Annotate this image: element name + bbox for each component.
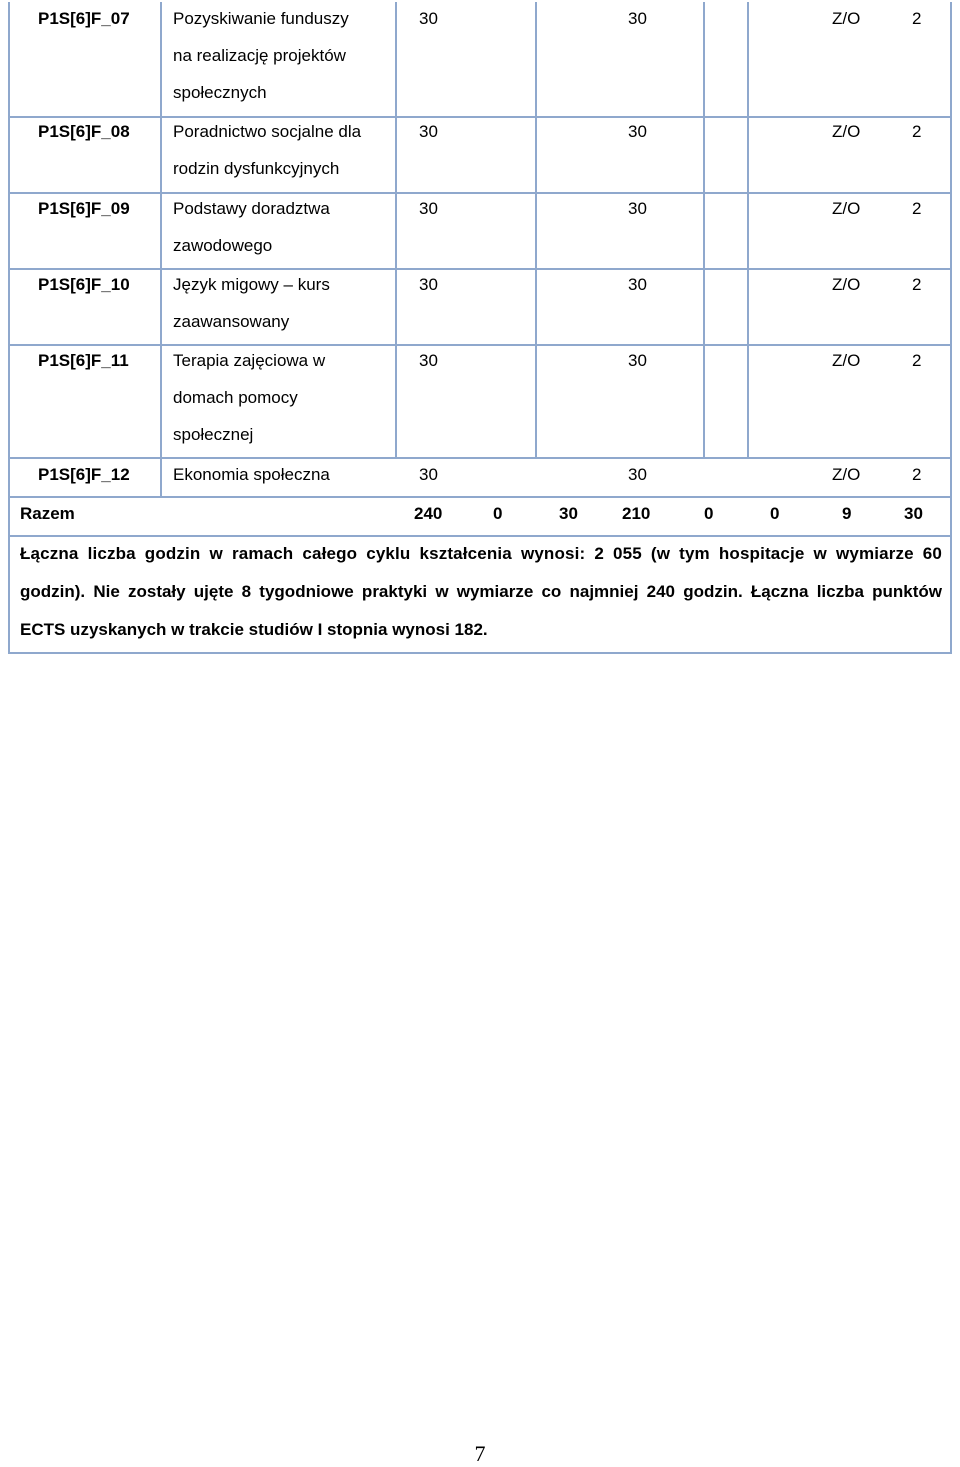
ects-cell: 2 (912, 122, 922, 141)
course-name-line: rodzin dysfunkcyjnych (173, 159, 340, 178)
course-code: P1S[6]F_10 (38, 275, 130, 294)
total-value: 0 (704, 504, 714, 523)
ects-cell: 2 (912, 351, 922, 370)
row-divider (8, 457, 952, 459)
total-label: Razem (20, 504, 75, 523)
course-name-line: na realizację projektów (173, 46, 346, 65)
col-divider (395, 2, 397, 457)
hours-cell: 30 (628, 465, 647, 484)
hours-cell: 30 (628, 199, 647, 218)
ects-cell: 2 (912, 465, 922, 484)
total-value: 30 (904, 504, 923, 523)
col-divider (160, 2, 162, 498)
course-name-line: domach pomocy (173, 388, 298, 407)
course-name-line: Język migowy – kurs (173, 275, 330, 294)
course-name-line: zawodowego (173, 236, 273, 255)
row-divider (8, 344, 952, 346)
form-cell: Z/O (832, 351, 861, 370)
table-border-right (950, 2, 952, 654)
col-divider (535, 2, 537, 457)
course-code: P1S[6]F_09 (38, 199, 130, 218)
form-cell: Z/O (832, 9, 861, 28)
course-name-line: zaawansowany (173, 312, 290, 331)
hours-cell: 30 (628, 351, 647, 370)
course-code: P1S[6]F_07 (38, 9, 130, 28)
course-name-line: Poradnictwo socjalne dla (173, 122, 362, 141)
ects-cell: 2 (912, 9, 922, 28)
total-value: 0 (770, 504, 780, 523)
course-name-line: społecznej (173, 425, 254, 444)
course-name-line: Podstawy doradztwa (173, 199, 330, 218)
col-divider (747, 2, 749, 457)
form-cell: Z/O (832, 122, 861, 141)
form-cell: Z/O (832, 275, 861, 294)
course-name-line: Pozyskiwanie funduszy (173, 9, 349, 28)
summary-note-line: godzin). Nie zostały ujęte 8 tygodniowe praktyki w wymiarze co najmniej 240 godzin. Łączna liczba punktów (20, 582, 942, 601)
row-divider (8, 116, 952, 118)
table-border-bottom (8, 652, 952, 654)
total-value: 30 (559, 504, 578, 523)
row-divider (8, 192, 952, 194)
table-border-left (8, 2, 10, 654)
hours-cell: 30 (628, 275, 647, 294)
course-code: P1S[6]F_12 (38, 465, 130, 484)
total-value: 210 (622, 504, 651, 523)
course-code: P1S[6]F_08 (38, 122, 130, 141)
hours-cell: 30 (419, 9, 438, 28)
form-cell: Z/O (832, 465, 861, 484)
total-value: 240 (414, 504, 443, 523)
summary-note-line: ECTS uzyskanych w trakcie studiów I stopnia wynosi 182. (20, 620, 488, 639)
hours-cell: 30 (628, 122, 647, 141)
total-value: 0 (493, 504, 503, 523)
hours-cell: 30 (419, 465, 438, 484)
summary-note-line: Łączna liczba godzin w ramach całego cyklu kształcenia wynosi: 2 055 (w tym hospitacje w wymiarze 60 (20, 544, 942, 563)
hours-cell: 30 (419, 199, 438, 218)
hours-cell: 30 (419, 275, 438, 294)
course-name-line: społecznych (173, 83, 267, 102)
form-cell: Z/O (832, 199, 861, 218)
ects-cell: 2 (912, 199, 922, 218)
course-name-line: Terapia zajęciowa w (173, 351, 326, 370)
row-divider (8, 496, 952, 498)
page-number: 7 (474, 1441, 486, 1466)
col-divider (703, 2, 705, 457)
course-code: P1S[6]F_11 (38, 351, 129, 370)
hours-cell: 30 (419, 122, 438, 141)
ects-cell: 2 (912, 275, 922, 294)
row-divider (8, 268, 952, 270)
course-name-line: Ekonomia społeczna (173, 465, 330, 484)
hours-cell: 30 (628, 9, 647, 28)
total-value: 9 (842, 504, 852, 523)
hours-cell: 30 (419, 351, 438, 370)
